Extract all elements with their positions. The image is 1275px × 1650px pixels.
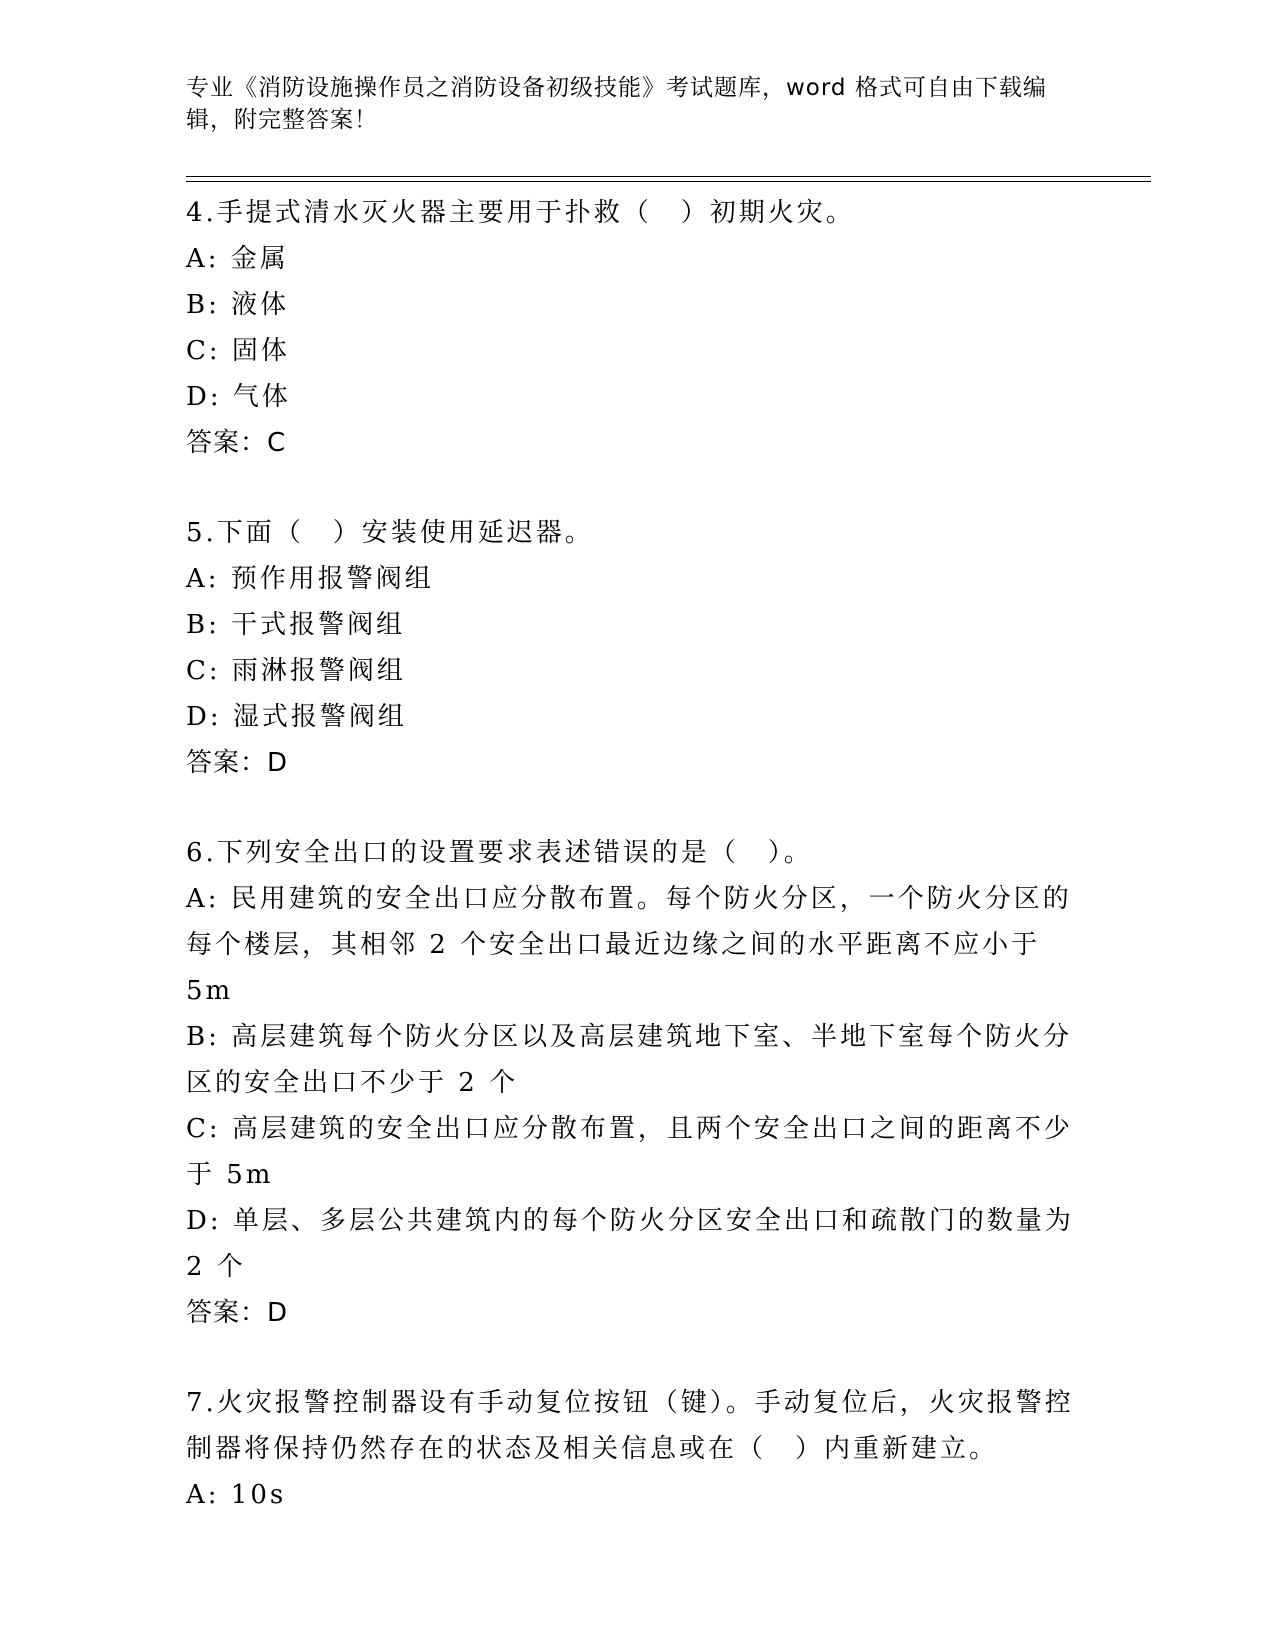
option-c: C: 固体: [186, 336, 290, 366]
option-d: D: 气体: [186, 382, 291, 412]
question-stem: 7.火灾报警控制器设有手动复位按钮（键）。手动复位后，火灾报警控制器将保持仍然存在的状态及相关信息或在（ ）内重新建立。: [186, 1388, 1074, 1464]
question-stem: 6.下列安全出口的设置要求表述错误的是（ ）。: [186, 838, 813, 868]
question-list: [186, 190, 1086, 1562]
option-c: C: 高层建筑的安全出口应分散布置，且两个安全出口之间的距离不少于 5m: [186, 1114, 1073, 1190]
header-divider: [186, 176, 1151, 177]
answer-line: 答案：D: [186, 748, 289, 778]
option-a: A: 金属: [186, 244, 289, 274]
question-stem: 4.手提式清水灭火器主要用于扑救（ ）初期火灾。: [186, 198, 855, 228]
question-7: [186, 1380, 1086, 1518]
answer-line: 答案：D: [186, 1298, 289, 1328]
option-b: B: 高层建筑每个防火分区以及高层建筑地下室、半地下室每个防火分区的安全出口不少于 2 个: [186, 1022, 1073, 1098]
option-b: B: 干式报警阀组: [186, 610, 406, 640]
document-header: 专业《消防设施操作员之消防设备初级技能》考试题库，word 格式可自由下载编辑，附完整答案！: [186, 75, 1047, 133]
answer-line: 答案：C: [186, 428, 287, 458]
option-d: D: 湿式报警阀组: [186, 702, 407, 732]
option-a: A: 预作用报警阀组: [186, 564, 434, 594]
option-d: D: 单层、多层公共建筑内的每个防火分区安全出口和疏散门的数量为 2 个: [186, 1206, 1074, 1282]
question-6: [186, 830, 1086, 1336]
question-stem: 5.下面（ ）安装使用延迟器。: [186, 518, 594, 548]
question-5: [186, 510, 1086, 786]
option-a: A: 10s: [186, 1480, 287, 1510]
option-a: A: 民用建筑的安全出口应分散布置。每个防火分区，一个防火分区的每个楼层，其相邻 2 个安全出口最近边缘之间的水平距离不应小于 5m: [186, 884, 1072, 1006]
option-c: C: 雨淋报警阀组: [186, 656, 406, 686]
header-divider-secondary: [186, 181, 1151, 182]
question-4: [186, 190, 1086, 466]
option-b: B: 液体: [186, 290, 290, 320]
